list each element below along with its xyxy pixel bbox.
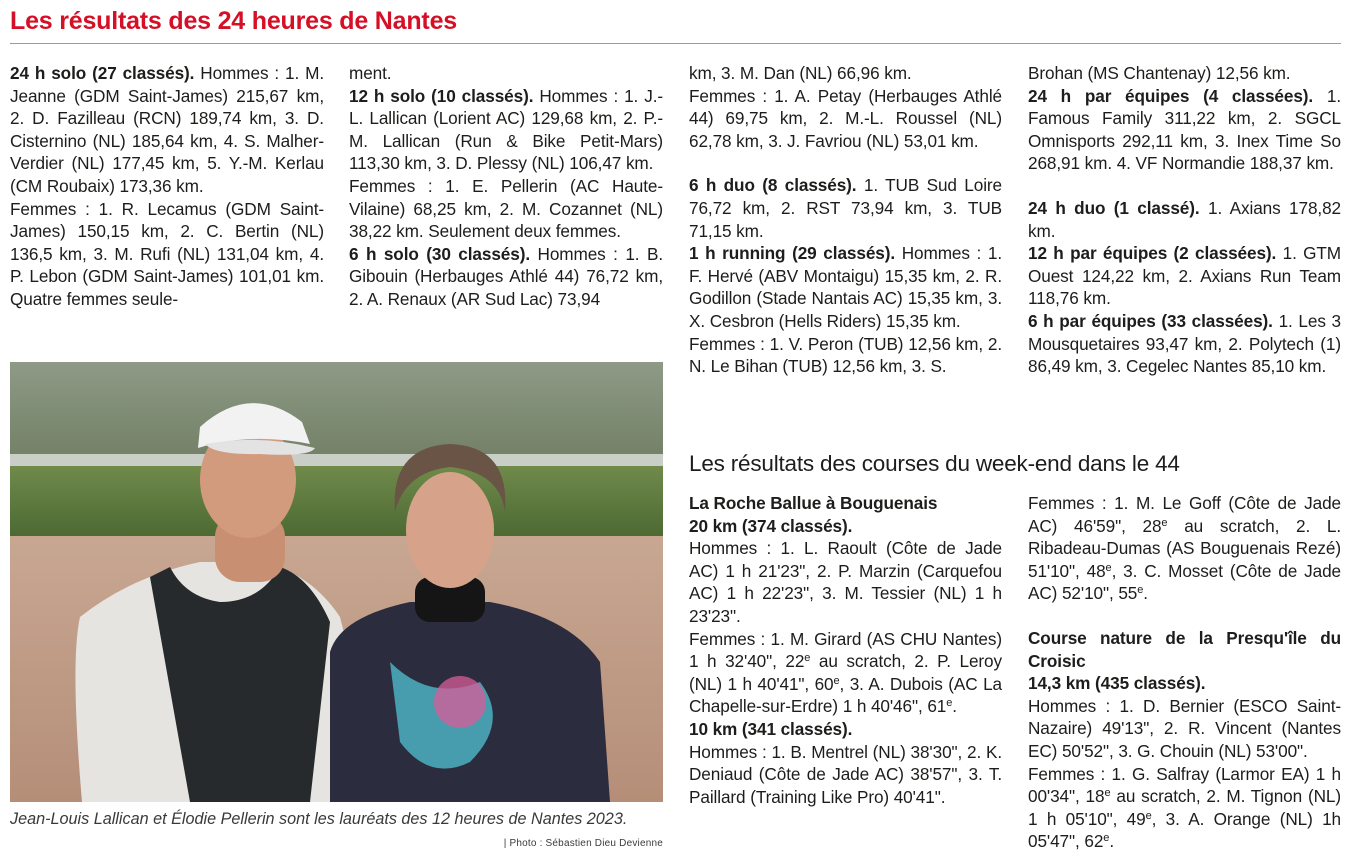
section-subheadline: Les résultats des courses du week-end dans le 44: [689, 451, 1180, 476]
result-paragraph: Femmes : 1. M. Girard (AS CHU Nantes) 1 h 32'40", 22e au scratch, 2. P. Leroy (NL) 1 h 40'41", 60e, 3. A. Dubois (AC La Chapelle-sur-Erdre) 1 h 40'46", 61e.: [689, 628, 1002, 717]
result-text: 1. Famous Family 311,22 km, 2. SGCL Omnisports 292,11 km, 3. Inex Time So 268,91 km. 4. VF Normandie 188,37 km.: [1028, 85, 1342, 174]
category-heading: 12 h par équipes (2 classées).: [1028, 243, 1277, 264]
result-paragraph: [689, 242, 1002, 332]
race-distance: 20 km (374 classés).: [689, 515, 853, 536]
result-paragraph: Femmes : 1. E. Pellerin (AC Haute-Vilaine) 68,25 km, 2. M. Cozannet (NL) 38,22 km. Seulement deux femmes.: [349, 175, 663, 242]
category-heading: 24 h duo (1 classé).: [1028, 197, 1200, 218]
photo-credit: | Photo : Sébastien Dieu Devienne: [503, 838, 663, 849]
race-title: La Roche Ballue à Bouguenais: [689, 493, 938, 513]
result-text: Brohan (MS Chantenay) 12,56 km.: [1028, 63, 1291, 83]
category-heading: 1 h running (29 classés).: [689, 243, 896, 264]
results-column-1: [10, 62, 324, 311]
results-column-4: [1028, 62, 1341, 378]
result-paragraph: Femmes : 1. R. Lecamus (GDM Saint-James) 150,15 km, 2. C. Bertin (NL) 136,5 km, 3. M. Rufi (NL) 131,04 km, 4. P. Lebon (GDM Saint-James) 101,01 km. Quatre femmes seule-: [10, 198, 324, 309]
category-heading: 24 h par équipes (4 classées).: [1028, 85, 1314, 106]
result-text: Hommes : 1. M. Jeanne (GDM Saint-James) 215,67 km, 2. D. Fazilleau (RCN) 189,74 km, 3. D. Cisternino (NL) 185,64 km, 4. S. Malher-Verdier (NL) 177,45 km, 5. Y.-M. Kerlau (CM Roubaix) 173,36 km.: [10, 63, 324, 196]
result-text: Hommes : 1. J.-L. Lallican (Lorient AC) 129,68 km, 2. P.-M. Lallican (Run & Bike Petit-Mars) 113,30 km, 3. D. Plessy (NL) 106,47 km.: [349, 85, 663, 174]
race-title: Course nature de la Presqu'île du Croisic: [1028, 627, 1341, 671]
result-paragraph: [1028, 85, 1341, 175]
results-column-3: [689, 62, 1002, 378]
category-heading: 6 h duo (8 classés).: [689, 175, 857, 196]
result-paragraph: Femmes : 1. M. Le Goff (Côte de Jade AC) 46'59", 28e au scratch, 2. L. Ribadeau-Dumas (AS Bouguenais Rezé) 51'10", 48e, 3. C. Mosset (Côte de Jade AC) 52'10", 55e.: [1028, 493, 1342, 604]
result-paragraph: [10, 62, 324, 198]
result-paragraph: [689, 174, 1002, 242]
result-text: 1. Axians 178,82 km.: [1028, 197, 1341, 241]
result-paragraph: Femmes : 1. V. Peron (TUB) 12,56 km, 2. N. Le Bihan (TUB) 12,56 km, 3. S.: [689, 333, 1002, 377]
results-column-2: [349, 62, 663, 311]
result-paragraph: [1028, 197, 1341, 242]
result-paragraph: Femmes : 1. G. Salfray (Larmor EA) 1 h 00'34", 18e au scratch, 2. M. Tignon (NL) 1 h 05'10", 49e, 3. A. Orange (NL) 1h 05'47", 62e.: [1028, 763, 1341, 852]
page-headline: Les résultats des 24 heures de Nantes: [10, 7, 457, 35]
result-text: 1. GTM Ouest 124,22 km, 2. Axians Run Team 118,76 km.: [1028, 243, 1342, 309]
result-paragraph: [1028, 310, 1341, 378]
race-distance: 10 km (341 classés).: [689, 718, 853, 739]
result-text: 1. TUB Sud Loire 76,72 km, 2. RST 73,94 km, 3. TUB 71,15 km.: [689, 175, 1002, 241]
result-paragraph: [1028, 242, 1341, 310]
result-paragraph: Hommes : 1. L. Raoult (Côte de Jade AC) 1 h 21'23", 2. P. Marzin (Carquefou AC) 1 h 22'23", 3. M. Tessier (NL) 1 h 23'23".: [689, 538, 1002, 626]
result-paragraph: Femmes : 1. A. Petay (Herbauges Athlé 44) 69,75 km, 2. M.-L. Roussel (NL) 62,78 km, 3. J. Favriou (NL) 53,01 km.: [689, 85, 1002, 151]
weekend-results-column-2: [1028, 492, 1341, 853]
result-text: Hommes : 1. F. Hervé (ABV Montaigu) 15,35 km, 2. R. Godillon (Stade Nantais AC) 15,35 km, 3. X. Cesbron (Hells Riders) 15,35 km.: [689, 243, 1003, 331]
category-heading: 24 h solo (27 classés).: [10, 63, 195, 83]
headline-rule: [10, 43, 1341, 44]
result-text: km, 3. M. Dan (NL) 66,96 km.: [689, 63, 912, 83]
race-distance: 14,3 km (435 classés).: [1028, 673, 1206, 694]
result-text: 1. Les 3 Mousquetaires 93,47 km, 2. Polytech (1) 86,49 km, 3. Cegelec Nantes 85,10 km.: [1028, 310, 1342, 377]
category-heading: 6 h par équipes (33 classées).: [1028, 310, 1273, 331]
result-paragraph: [349, 85, 663, 175]
result-paragraph: Hommes : 1. D. Bernier (ESCO Saint-Nazaire) 49'13", 2. R. Vincent (Nantes EC) 50'52", 3. G. Chouin (NL) 53'00".: [1028, 695, 1341, 761]
result-paragraph: [349, 243, 663, 311]
category-heading: 6 h solo (30 classés).: [349, 243, 531, 264]
result-paragraph: Hommes : 1. B. Mentrel (NL) 38'30", 2. K. Deniaud (Côte de Jade AC) 38'57", 3. T. Paillard (Training Like Pro) 40'41".: [689, 741, 1002, 807]
photo-caption: Jean-Louis Lallican et Élodie Pellerin sont les lauréats des 12 heures de Nantes 2023.: [10, 810, 628, 828]
runners-photo: [10, 362, 663, 802]
category-heading: 12 h solo (10 classés).: [349, 85, 534, 106]
weekend-results-column-1: [689, 492, 1002, 808]
result-text: Hommes : 1. B. Gibouin (Herbauges Athlé 44) 76,72 km, 2. A. Renaux (AR Sud Lac) 73,94: [349, 243, 663, 309]
result-text: ment.: [349, 63, 392, 83]
